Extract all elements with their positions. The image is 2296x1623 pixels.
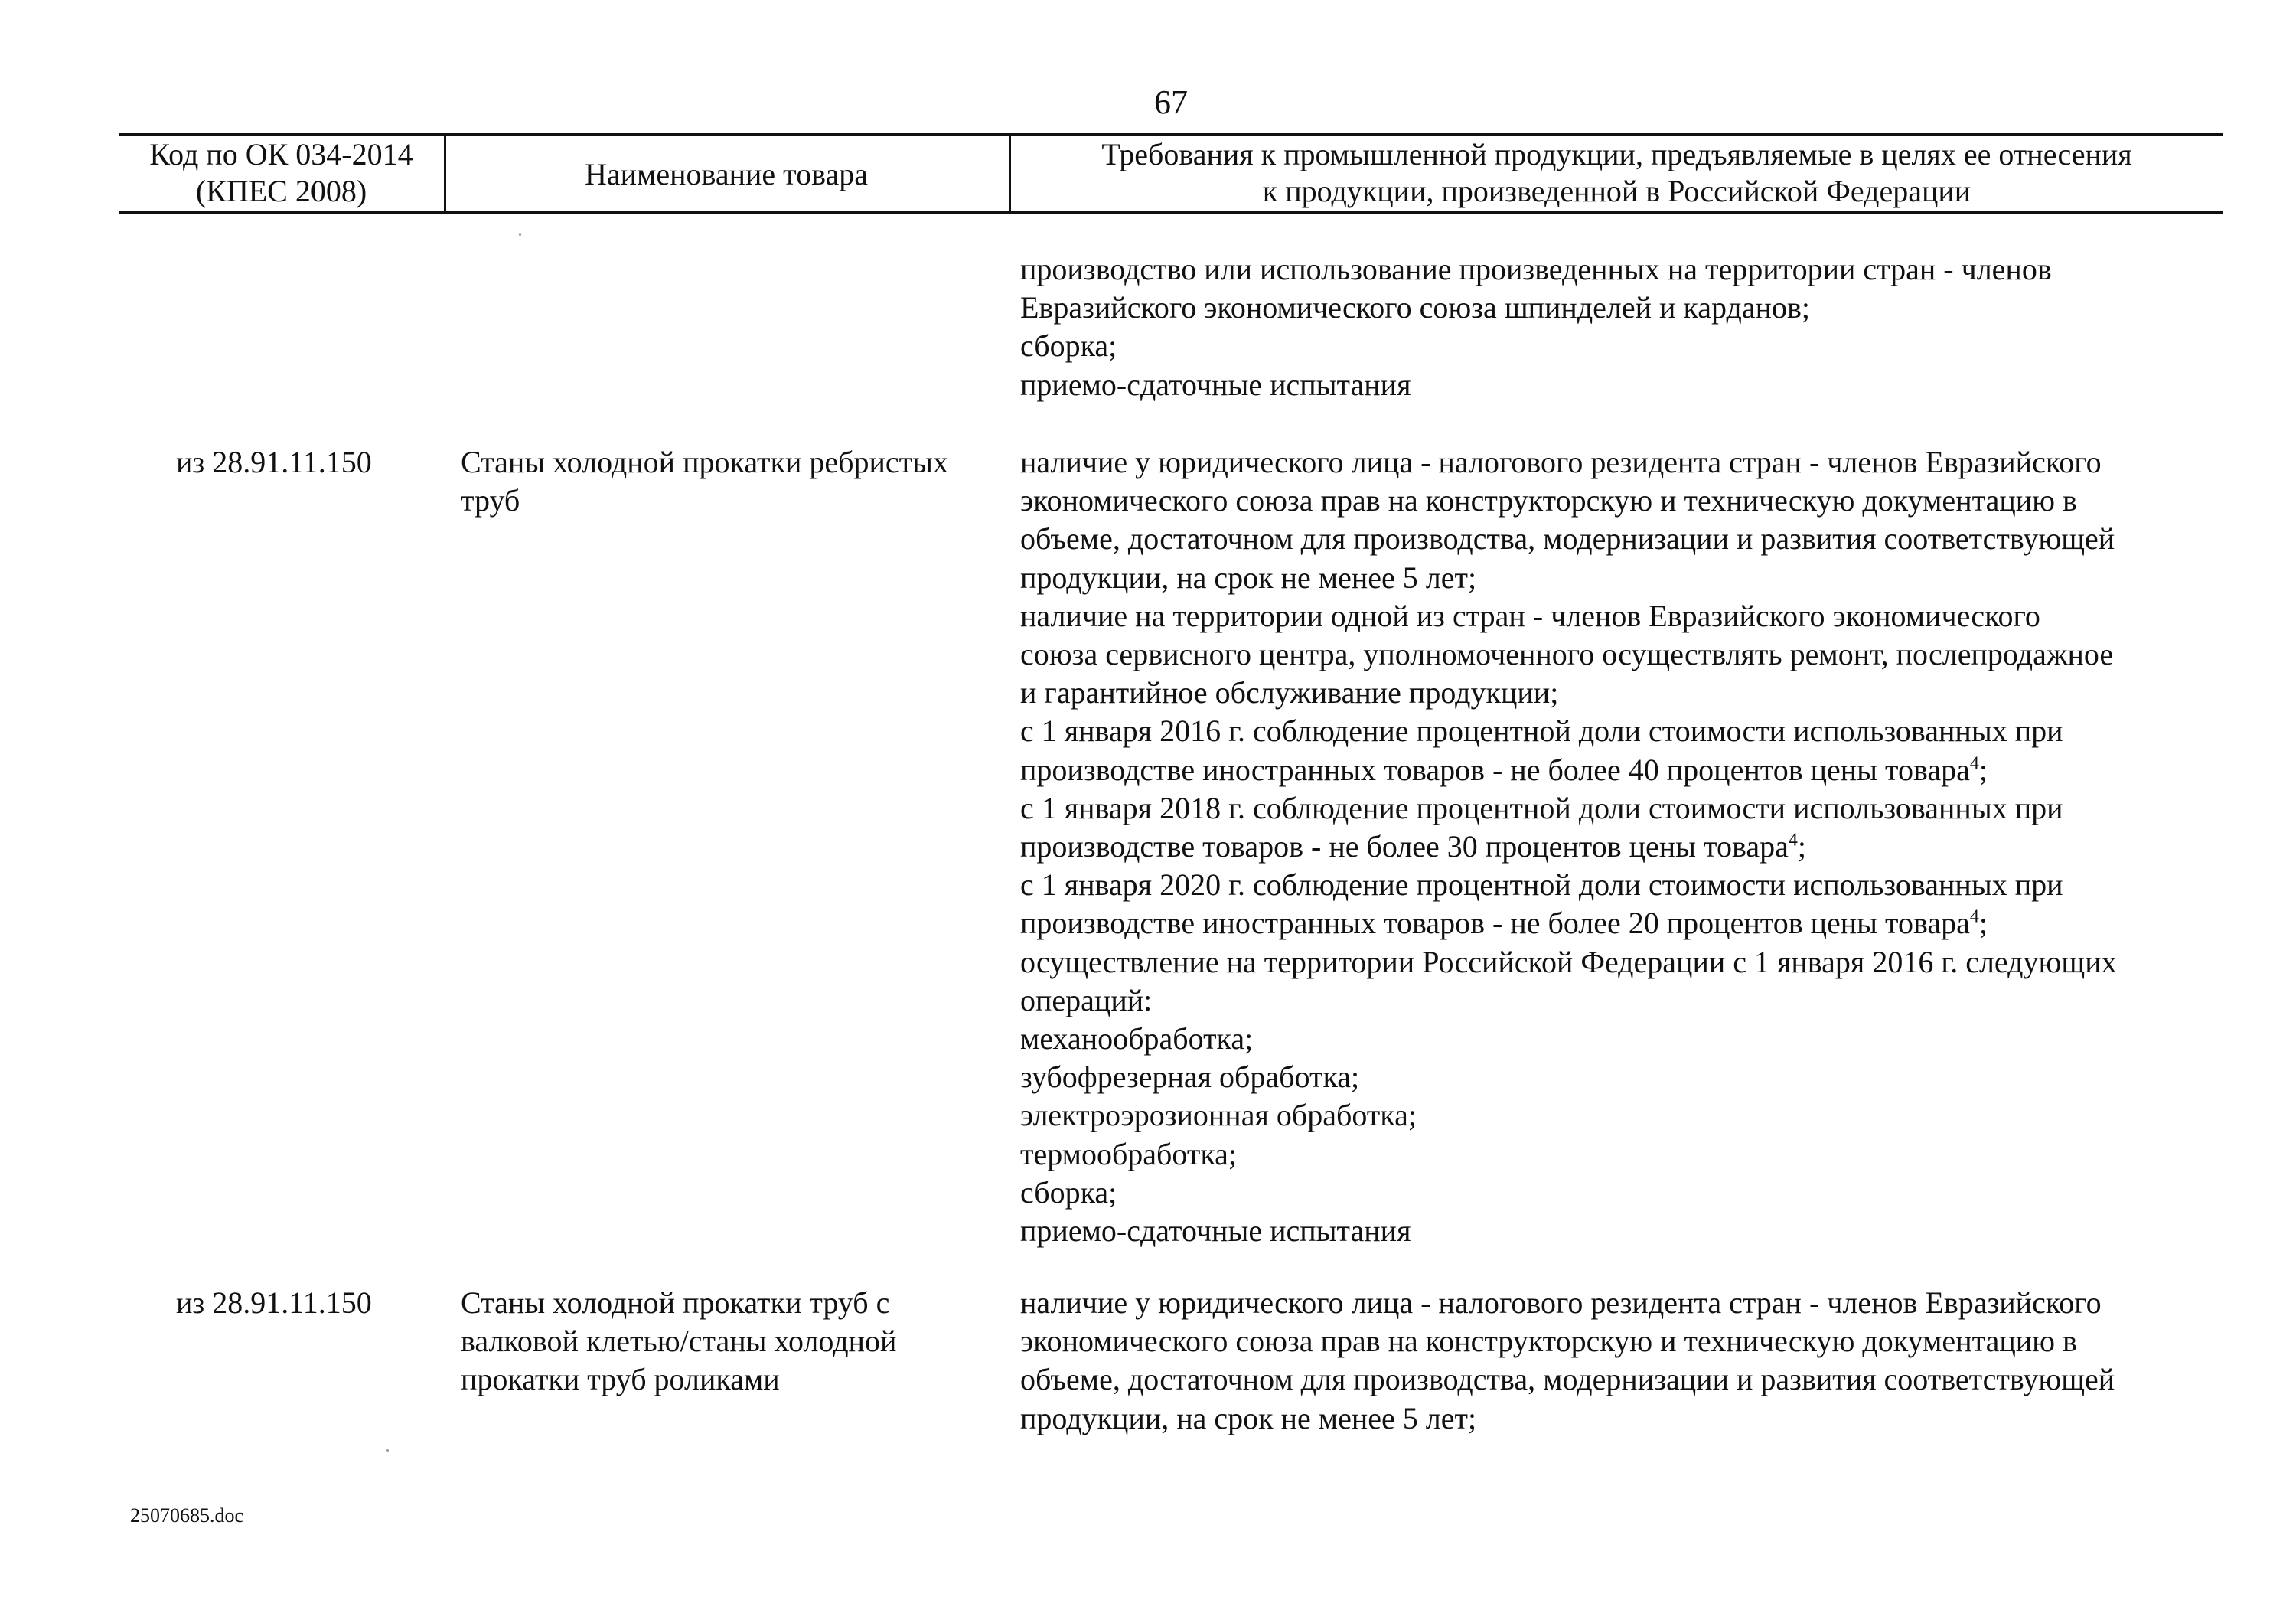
requirement-line: сборка; [1020,1174,1117,1210]
product-name-line: труб [461,483,520,518]
requirement-line: термообработка; [1020,1136,1238,1171]
footnote-mark: 4 [1969,753,1979,774]
requirement-text: производстве товаров - не более 30 процентов цены товара [1020,829,1789,864]
requirement-line: наличие на территории одной из стран - членов Евразийского экономического [1020,598,2040,633]
product-name-line: валковой клетью/станы холодной [461,1324,897,1359]
requirement-line: объеме, достаточном для производства, модернизации и развития соответствующей [1020,1362,2115,1397]
row-product-name [461,1284,996,1399]
requirement-line-footnoted [1020,904,2222,942]
requirement-line: с 1 января 2018 г. соблюдение процентной доли стоимости использованных при [1020,790,2063,825]
continuation-requirements [1020,250,2222,404]
footnote-suffix: ; [1978,906,1988,941]
header-column-divider [1009,133,1011,214]
requirement-line: Евразийского экономического союза шпинделей и карданов; [1020,290,1811,325]
table-header-bottom-rule [119,211,2223,214]
requirement-line: продукции, на срок не менее 5 лет; [1020,560,1477,595]
requirement-line: электроэрозионная обработка; [1020,1098,1417,1133]
requirement-line: экономического союза прав на конструкторскую и техническую документацию в [1020,483,2077,518]
row-requirements [1020,443,2222,1250]
header-code-line: Код по ОК 034-2014 [149,137,413,171]
table-header-top-rule [119,133,2223,136]
requirement-text: производстве иностранных товаров - не более 40 процентов цены товара [1020,752,1970,787]
requirement-line: наличие у юридического лица - налогового резидента стран - членов Евразийского [1020,1285,2102,1320]
requirement-line: производство или использование произведенных на территории стран - членов [1020,252,2052,286]
product-name-line: Станы холодной прокатки труб с [461,1285,890,1320]
page-number: 67 [1154,83,1188,121]
requirement-line: осуществление на территории Российской Федерации с 1 января 2016 г. следующих [1020,944,2117,979]
footnote-suffix: ; [1797,829,1806,864]
header-requirements-line: к продукции, произведенной в Российской Федерации [1262,174,1971,208]
requirement-line: союза сервисного центра, уполномоченного осуществлять ремонт, послепродажное [1020,637,2114,672]
footnote-mark: 4 [1788,830,1798,851]
requirement-line: приемо-сдаточные испытания [1020,367,1411,402]
row-product-name [461,443,996,520]
requirement-line-footnoted [1020,751,2222,789]
requirement-line: продукции, на срок не менее 5 лет; [1020,1400,1477,1435]
product-name-line: прокатки труб роликами [461,1362,780,1397]
scan-speck [519,233,521,236]
requirement-line: операций: [1020,982,1153,1017]
footnote-mark: 4 [1969,907,1979,928]
requirement-line-footnoted [1020,828,2222,866]
row-code: из 28.91.11.150 [176,445,372,479]
requirement-line: с 1 января 2020 г. соблюдение процентной доли стоимости использованных при [1020,867,2063,903]
product-name-line: Станы холодной прокатки ребристых [461,445,948,479]
header-requirements-line: Требования к промышленной продукции, предъявляемые в целях ее отнесения [1101,137,2132,171]
header-name-column: Наименование товара [584,157,869,191]
requirement-line: объеме, достаточном для производства, модернизации и развития соответствующей [1020,521,2115,557]
requirement-line: зубофрезерная обработка; [1020,1060,1360,1095]
footnote-suffix: ; [1978,752,1988,787]
requirement-line: приемо-сдаточные испытания [1020,1213,1411,1249]
requirement-text: производстве иностранных товаров - не более 20 процентов цены товара [1020,906,1970,941]
requirement-line: сборка; [1020,328,1117,364]
document-id: 25070685.doc [130,1504,244,1527]
scan-speck [386,1449,389,1452]
row-requirements [1020,1284,2222,1438]
requirement-line: механообработка; [1020,1021,1254,1056]
header-column-divider [444,133,446,214]
requirement-line: с 1 января 2016 г. соблюдение процентной доли стоимости использованных при [1020,714,2063,749]
header-code-line: (КПЕС 2008) [195,174,367,208]
requirement-line: наличие у юридического лица - налогового резидента стран - членов Евразийского [1020,445,2102,479]
header-requirements-column [1014,136,2219,210]
header-code-column [122,136,440,210]
requirement-line: экономического союза прав на конструкторскую и техническую документацию в [1020,1324,2077,1359]
requirement-line: и гарантийное обслуживание продукции; [1020,675,1559,710]
row-code: из 28.91.11.150 [176,1285,372,1320]
